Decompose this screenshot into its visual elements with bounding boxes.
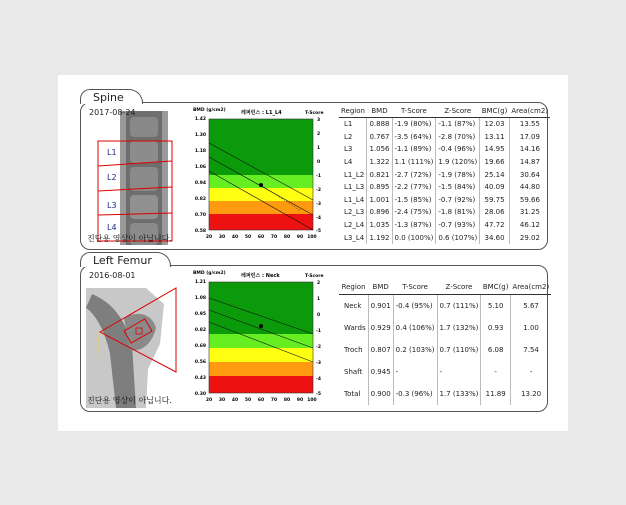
table-row — [339, 295, 551, 318]
spine-reference-chart — [191, 105, 329, 245]
table-row — [339, 361, 551, 383]
femur-t-tick: 2 — [317, 281, 321, 286]
spine-disclaimer: 진단용 영상이 아닙니다. — [87, 234, 172, 243]
cell: 44.80 — [519, 183, 540, 192]
col-area: Area(cm2) — [509, 105, 550, 118]
table-row — [339, 181, 550, 194]
table-row — [339, 131, 550, 144]
vertebra-label-l3: L3 — [107, 201, 117, 210]
cell: 28.06 — [480, 206, 510, 219]
cell: L2 — [339, 131, 367, 144]
table-row — [339, 194, 550, 207]
cell: 30.64 — [519, 170, 540, 179]
cell: Wards — [339, 317, 368, 339]
spine-scan-date: 2017-08-24 — [89, 108, 136, 117]
spine-t-tick: 3 — [317, 118, 321, 123]
spine-panel — [80, 91, 549, 250]
cell: 0.807 — [368, 339, 393, 361]
cell: 31.25 — [519, 208, 540, 217]
cell: 17.09 — [519, 132, 540, 141]
cell: 19.66 — [480, 156, 510, 169]
femur-x-tick: 20 — [205, 398, 213, 403]
cell: 1.7 (132%) — [437, 317, 481, 339]
col-bmd: BMD — [368, 280, 393, 295]
femur-x-tick: 50 — [244, 398, 252, 403]
spine-y-tick: 0.70 — [194, 213, 206, 218]
femur-reference-chart — [191, 268, 329, 408]
cell: 0.945 — [368, 361, 393, 383]
spine-x-tick: 80 — [283, 235, 291, 240]
spine-t-tick: -1 — [316, 174, 321, 179]
cell: 12.03 — [480, 118, 510, 131]
femur-t-tick: -5 — [316, 392, 321, 397]
cell: -1.1 (87%) — [436, 118, 480, 131]
cell: 0.2 (103%) — [393, 339, 437, 361]
cell: - — [529, 368, 533, 376]
zone-osteopenia — [209, 188, 313, 201]
cell: 0.888 — [367, 118, 392, 131]
femur-y-tick: 1.21 — [194, 280, 206, 285]
cell: 40.09 — [480, 181, 510, 194]
spine-x-tick: 90 — [296, 235, 304, 240]
spine-results-table — [339, 105, 550, 244]
table-row — [339, 156, 550, 169]
femur-t-tick: 1 — [317, 297, 321, 302]
femur-y-tick: 0.43 — [194, 376, 206, 381]
femur-y-tick: 0.82 — [194, 328, 206, 333]
table-row — [339, 143, 550, 156]
table-header-row — [339, 105, 550, 118]
col-bmd: BMD — [367, 105, 392, 118]
spine-x-tick: 50 — [244, 235, 252, 240]
femur-x-tick: 80 — [283, 398, 291, 403]
zone-normal-high — [209, 119, 313, 175]
cell: 25.14 — [480, 168, 510, 181]
cell: -0.4 (95%) — [393, 295, 437, 318]
femur-x-tick: 40 — [231, 398, 239, 403]
cell: L1_L4 — [339, 194, 367, 207]
cell: 0.821 — [367, 168, 392, 181]
cell: 1.001 — [367, 194, 392, 207]
cell: -0.7 (93%) — [436, 219, 480, 232]
cell: 1.00 — [523, 324, 539, 332]
table-row — [339, 219, 550, 232]
col-z-score: Z-Score — [437, 280, 481, 295]
cell: 59.66 — [519, 195, 540, 204]
cell: 1.192 — [367, 231, 392, 244]
vertebra-label-l4: L4 — [107, 223, 117, 232]
spine-x-tick: 30 — [218, 235, 226, 240]
col-t-score: T-Score — [392, 105, 436, 118]
cell: 0.900 — [368, 383, 393, 405]
zone-normal — [209, 334, 313, 348]
cell: Troch — [339, 339, 368, 361]
table-row — [339, 168, 550, 181]
spine-y-tick: 1.42 — [194, 117, 206, 122]
col-region: Region — [339, 280, 368, 295]
cell: 1.7 (133%) — [437, 383, 481, 405]
cell: 0.4 (106%) — [393, 317, 437, 339]
cell: -1.5 (85%) — [392, 194, 436, 207]
femur-t-tick: -1 — [316, 329, 321, 334]
table-row — [339, 231, 550, 244]
cell: 0.929 — [368, 317, 393, 339]
spine-t-tick: 0 — [317, 160, 321, 165]
cell: -2.7 (72%) — [392, 168, 436, 181]
cell: L3_L4 — [339, 231, 367, 244]
cell: 0.7 (111%) — [437, 295, 481, 318]
femur-y-tick: 0.30 — [194, 392, 206, 397]
spine-chart-right-label: T-Score — [305, 111, 324, 116]
spine-chart-title: 레퍼런스 : L1_L4 — [241, 110, 282, 116]
femur-t-tick: -4 — [316, 377, 321, 382]
spine-y-tick: 0.94 — [194, 181, 206, 186]
cell: 0.895 — [367, 181, 392, 194]
vertebra-label-l1: L1 — [107, 148, 117, 157]
femur-x-tick: 60 — [257, 398, 265, 403]
cell: 5.67 — [523, 302, 539, 310]
cell: 6.08 — [481, 339, 511, 361]
femur-t-tick: -2 — [316, 345, 321, 350]
col-region: Region — [339, 105, 367, 118]
cell: -1.5 (84%) — [436, 181, 480, 194]
spine-y-tick: 0.82 — [194, 197, 206, 202]
zone-osteopenia — [209, 348, 313, 362]
cell: Total — [339, 383, 368, 405]
table-row — [339, 206, 550, 219]
cell: -2.2 (77%) — [392, 181, 436, 194]
col-bmc: BMC(g) — [481, 280, 511, 295]
cell: 29.02 — [519, 233, 540, 242]
femur-x-tick: 90 — [296, 398, 304, 403]
cell: 1.1 (111%) — [392, 156, 436, 169]
cell: 0.6 (107%) — [436, 231, 480, 244]
cell: L1_L2 — [339, 168, 367, 181]
cell: 14.16 — [519, 145, 540, 154]
table-row — [339, 383, 551, 405]
spine-tab: Spine — [80, 89, 143, 104]
cell: L1 — [339, 118, 367, 131]
spine-y-tick: 0.58 — [194, 229, 206, 234]
report-sheet — [58, 75, 568, 431]
spine-t-tick: -2 — [316, 188, 321, 193]
cell: 7.54 — [523, 346, 539, 354]
femur-panel — [80, 254, 550, 412]
femur-chart-right-label: T-Score — [305, 274, 324, 279]
cell: -2.4 (75%) — [392, 206, 436, 219]
cell: L2_L4 — [339, 219, 367, 232]
femur-patient-marker — [259, 324, 263, 328]
cell: -0.4 (96%) — [436, 143, 480, 156]
cell: 13.11 — [480, 131, 510, 144]
cell: Shaft — [339, 361, 368, 383]
spine-chart-ylabel: BMD (g/cm2) — [193, 108, 226, 113]
femur-t-tick: 0 — [317, 313, 321, 318]
femur-y-tick: 0.69 — [194, 344, 206, 349]
femur-scan-image — [86, 274, 178, 408]
femur-y-tick: 0.95 — [194, 312, 206, 317]
cell: 1.035 — [367, 219, 392, 232]
table-row — [339, 339, 551, 361]
cell: -1.3 (87%) — [392, 219, 436, 232]
cell: 5.10 — [481, 295, 511, 318]
spine-t-tick: -3 — [316, 202, 321, 207]
cell: 14.95 — [480, 143, 510, 156]
spine-t-tick: -5 — [316, 229, 321, 234]
femur-x-tick: 100 — [307, 398, 317, 403]
cell: -0.3 (96%) — [393, 383, 437, 405]
femur-results-table — [339, 280, 551, 405]
femur-x-tick: 70 — [270, 398, 278, 403]
zone-osteopenia-low — [209, 201, 313, 214]
spine-x-tick: 20 — [205, 235, 213, 240]
cell: -3.5 (64%) — [392, 131, 436, 144]
spine-patient-marker — [259, 183, 263, 187]
cell: - — [437, 361, 481, 383]
cell: L3 — [339, 143, 367, 156]
spine-x-tick: 70 — [270, 235, 278, 240]
femur-disclaimer: 진단용 영상이 아닙니다. — [87, 396, 172, 405]
femur-tab: Left Femur — [80, 252, 171, 267]
femur-chart-ylabel: BMD (g/cm2) — [193, 271, 226, 276]
zone-osteopenia-low — [209, 362, 313, 376]
spine-y-tick: 1.30 — [194, 133, 206, 138]
cell: 59.75 — [480, 194, 510, 207]
cell: -1.1 (89%) — [392, 143, 436, 156]
spine-t-tick: 2 — [317, 132, 321, 137]
cell: L2_L3 — [339, 206, 367, 219]
spine-x-tick: 40 — [231, 235, 239, 240]
cell: 11.89 — [481, 383, 511, 405]
cell: -2.8 (70%) — [436, 131, 480, 144]
cell: 34.60 — [480, 231, 510, 244]
table-row — [339, 118, 550, 131]
femur-scan-date: 2016-08-01 — [89, 271, 136, 280]
cell: 0.767 — [367, 131, 392, 144]
spine-y-tick: 1.18 — [194, 149, 206, 154]
cell: 46.12 — [519, 221, 540, 230]
femur-y-tick: 1.08 — [194, 296, 206, 301]
cell: L1_L3 — [339, 181, 367, 194]
cell: -1.8 (81%) — [436, 206, 480, 219]
zone-osteoporosis — [209, 376, 313, 393]
cell: - — [481, 361, 511, 383]
cell: - — [393, 361, 437, 383]
cell: 0.896 — [367, 206, 392, 219]
spine-x-tick: 100 — [307, 235, 317, 240]
cell: 0.901 — [368, 295, 393, 318]
cell: Neck — [339, 295, 368, 318]
cell: 1.056 — [367, 143, 392, 156]
femur-t-tick: -3 — [316, 361, 321, 366]
cell: 47.72 — [480, 219, 510, 232]
cell: 0.93 — [481, 317, 511, 339]
col-t-score: T-Score — [393, 280, 437, 295]
col-z-score: Z-Score — [436, 105, 480, 118]
table-header-row — [339, 280, 551, 295]
femur-x-tick: 30 — [218, 398, 226, 403]
col-area: Area(cm2) — [510, 280, 551, 295]
cell: 1.9 (120%) — [436, 156, 480, 169]
femur-chart-title: 레퍼런스 : Neck — [241, 273, 280, 279]
cell: -0.7 (92%) — [436, 194, 480, 207]
spine-x-tick: 60 — [257, 235, 265, 240]
spine-t-tick: 1 — [317, 146, 321, 151]
zone-osteoporosis — [209, 214, 313, 230]
spine-t-tick: -4 — [316, 216, 321, 221]
col-bmc: BMC(g) — [480, 105, 510, 118]
spine-scan-image — [86, 111, 178, 245]
cell: 13.20 — [521, 390, 542, 398]
table-row — [339, 317, 551, 339]
cell: 0.0 (100%) — [392, 231, 436, 244]
cell: -1.9 (78%) — [436, 168, 480, 181]
cell: 0.7 (110%) — [437, 339, 481, 361]
cell: 1.322 — [367, 156, 392, 169]
cell: L4 — [339, 156, 367, 169]
cell: 14.87 — [519, 158, 540, 167]
cell: -1.9 (80%) — [392, 118, 436, 131]
spine-y-tick: 1.06 — [194, 165, 206, 170]
vertebra-label-l2: L2 — [107, 173, 117, 182]
femur-y-tick: 0.56 — [194, 360, 206, 365]
cell: 13.55 — [519, 120, 540, 129]
